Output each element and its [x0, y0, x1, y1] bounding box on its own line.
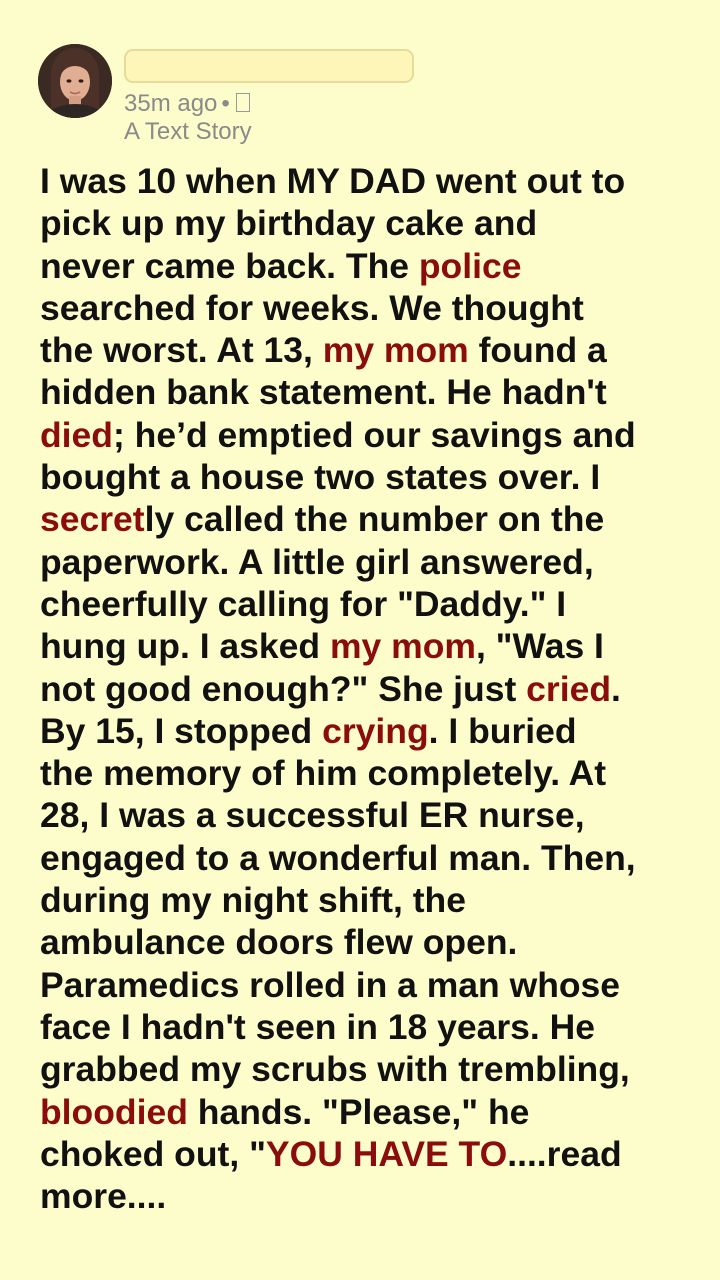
highlighted-word: my mom — [329, 626, 476, 667]
story-segment: paperwork. A little girl answered, — [40, 541, 594, 582]
story-segment: pick up my birthday cake and — [40, 203, 538, 244]
story-line — [40, 1048, 690, 1090]
story-line — [40, 625, 690, 667]
post-meta — [124, 90, 250, 118]
post-time: 35m ago — [124, 90, 218, 117]
story-segment: found a — [468, 330, 607, 371]
story-segment: ly called the number on the — [144, 499, 605, 540]
story-line — [40, 879, 690, 921]
highlighted-word: secret — [40, 499, 145, 540]
story-segment: during my night shift, the — [40, 880, 466, 921]
story-segment: ....read — [507, 1133, 622, 1174]
story-line — [40, 1133, 690, 1175]
story-segment: By 15, I stopped — [40, 710, 323, 751]
story-line — [40, 583, 690, 625]
story-segment: hung up. I asked — [40, 626, 330, 667]
story-segment: the worst. At 13, — [40, 330, 323, 371]
story-line — [40, 1091, 690, 1133]
globe-icon — [236, 93, 250, 112]
story-line — [40, 245, 690, 287]
highlighted-word: died — [40, 414, 113, 455]
story-segment: . — [611, 668, 621, 709]
highlighted-word: police — [418, 245, 522, 286]
highlighted-word: bloodied — [40, 1091, 188, 1132]
story-segment: ambulance doors flew open. — [40, 922, 518, 963]
story-segment: face I hadn't seen in 18 years. He — [40, 1006, 595, 1047]
author-name[interactable] — [124, 49, 414, 83]
story-line — [40, 456, 690, 498]
post-header — [38, 44, 678, 154]
story-line — [40, 541, 690, 583]
story-segment: grabbed my scrubs with trembling, — [40, 1049, 630, 1090]
story-line — [40, 414, 690, 456]
avatar-photo — [38, 44, 112, 118]
story-segment: , "Was I — [475, 626, 604, 667]
highlighted-word: YOU HAVE TO — [265, 1133, 508, 1174]
story-segment: ; he’d emptied our savings and — [112, 414, 636, 455]
story-segment: 28, I was a successful ER nurse, — [40, 795, 585, 836]
story-segment: I was 10 when MY DAD went out to — [40, 161, 626, 201]
story-line — [40, 921, 690, 963]
meta-separator: • — [221, 90, 230, 117]
story-line — [40, 160, 690, 202]
story-segment: hidden bank statement. He hadn't — [40, 372, 607, 413]
story-line — [40, 752, 690, 794]
story-line — [40, 794, 690, 836]
story-line — [40, 371, 690, 413]
story-line — [40, 1006, 690, 1048]
story-text — [40, 160, 690, 1217]
story-line — [40, 329, 690, 371]
author-avatar[interactable] — [38, 44, 112, 118]
story-line — [40, 202, 690, 244]
story-segment: more.... — [40, 1176, 167, 1217]
story-segment: searched for weeks. We thought — [40, 287, 584, 328]
story-segment: never came back. The — [40, 245, 419, 286]
story-line — [40, 498, 690, 540]
story-line — [40, 964, 690, 1006]
story-segment: the memory of him completely. At — [40, 753, 607, 794]
story-segment: engaged to a wonderful man. Then, — [40, 837, 636, 878]
story-line — [40, 287, 690, 329]
story-segment: cheerfully calling for "Daddy." I — [40, 583, 567, 624]
story-segment: hands. "Please," he — [187, 1091, 530, 1132]
story-line — [40, 668, 690, 710]
story-line — [40, 1175, 690, 1217]
post-subtitle: A Text Story — [124, 118, 252, 145]
story-segment: . I buried — [428, 710, 577, 751]
story-segment: choked out, " — [40, 1133, 266, 1174]
story-line — [40, 837, 690, 879]
story-segment: bought a house two states over. I — [40, 457, 601, 498]
story-segment: Paramedics rolled in a man whose — [40, 964, 621, 1005]
highlighted-word: my mom — [322, 330, 469, 371]
story-line — [40, 710, 690, 752]
story-segment: not good enough?" She just — [40, 668, 527, 709]
highlighted-word: cried — [526, 668, 612, 709]
highlighted-word: crying — [322, 710, 429, 751]
